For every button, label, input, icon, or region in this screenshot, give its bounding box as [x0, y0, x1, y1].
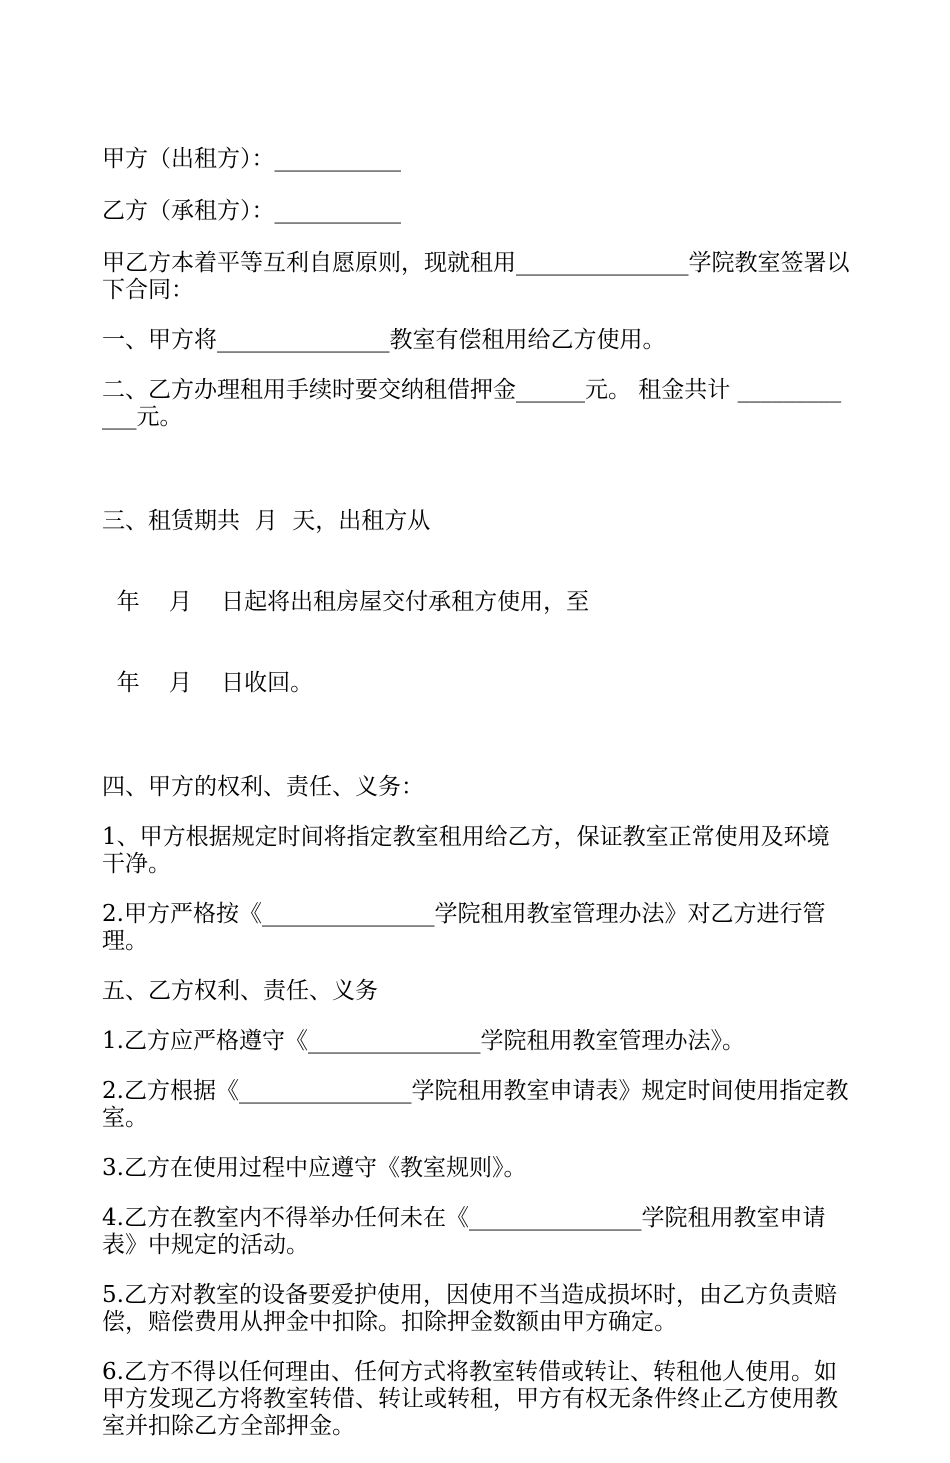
clause-3-line-1: 三、租赁期共 月 天，出租方从	[102, 508, 431, 534]
section-4-item-1: 1、甲方根据规定时间将指定教室租用给乙方，保证教室正常使用及环境干净。	[102, 824, 830, 877]
clause-3-line-3: 年 月 日收回。	[102, 670, 314, 696]
party-a-line: 甲方（出租方）：___________	[102, 146, 401, 172]
section-4-item-2: 2.甲方严格按《_______________学院租用教室管理办法》对乙方进行管理。	[102, 901, 826, 954]
party-b-line: 乙方（承租方）：___________	[102, 198, 401, 224]
section-5-item-4: 4.乙方在教室内不得举办任何未在《_______________学院租用教室申请表》中规定的活动。	[102, 1205, 826, 1258]
section-5-title: 五、乙方权利、责任、义务	[102, 978, 378, 1004]
section-5-item-5: 5.乙方对教室的设备要爱护使用，因使用不当造成损坏时，由乙方负责赔偿，赔偿费用从押金中扣除。扣除押金数额由甲方确定。	[102, 1282, 837, 1335]
section-5-item-2: 2.乙方根据《_______________学院租用教室申请表》规定时间使用指定教室。	[102, 1078, 849, 1131]
clause-3	[102, 454, 852, 751]
clause-1: 一、甲方将_______________教室有偿租用给乙方使用。	[102, 327, 666, 353]
intro-paragraph: 甲乙方本着平等互利自愿原则，现就租用_______________学院教室签署以下合同：	[102, 250, 850, 303]
section-5-item-6: 6.乙方不得以任何理由、任何方式将教室转借或转让、转租他人使用。如甲方发现乙方将教室转借、转让或转租，甲方有权无条件终止乙方使用教室并扣除乙方全部押金。	[102, 1359, 838, 1439]
section-5-item-3: 3.乙方在使用过程中应遵守《教室规则》。	[102, 1155, 527, 1181]
clause-3-line-2: 年 月 日起将出租房屋交付承租方使用，至	[102, 589, 590, 615]
section-4-title: 四、甲方的权利、责任、义务：	[102, 774, 424, 800]
clause-2: 二、乙方办理租用手续时要交纳租借押金______元。 租金共计 ____________元。	[102, 377, 842, 430]
contract-page	[102, 146, 852, 1463]
section-5-item-1: 1.乙方应严格遵守《_______________学院租用教室管理办法》。	[102, 1028, 745, 1054]
